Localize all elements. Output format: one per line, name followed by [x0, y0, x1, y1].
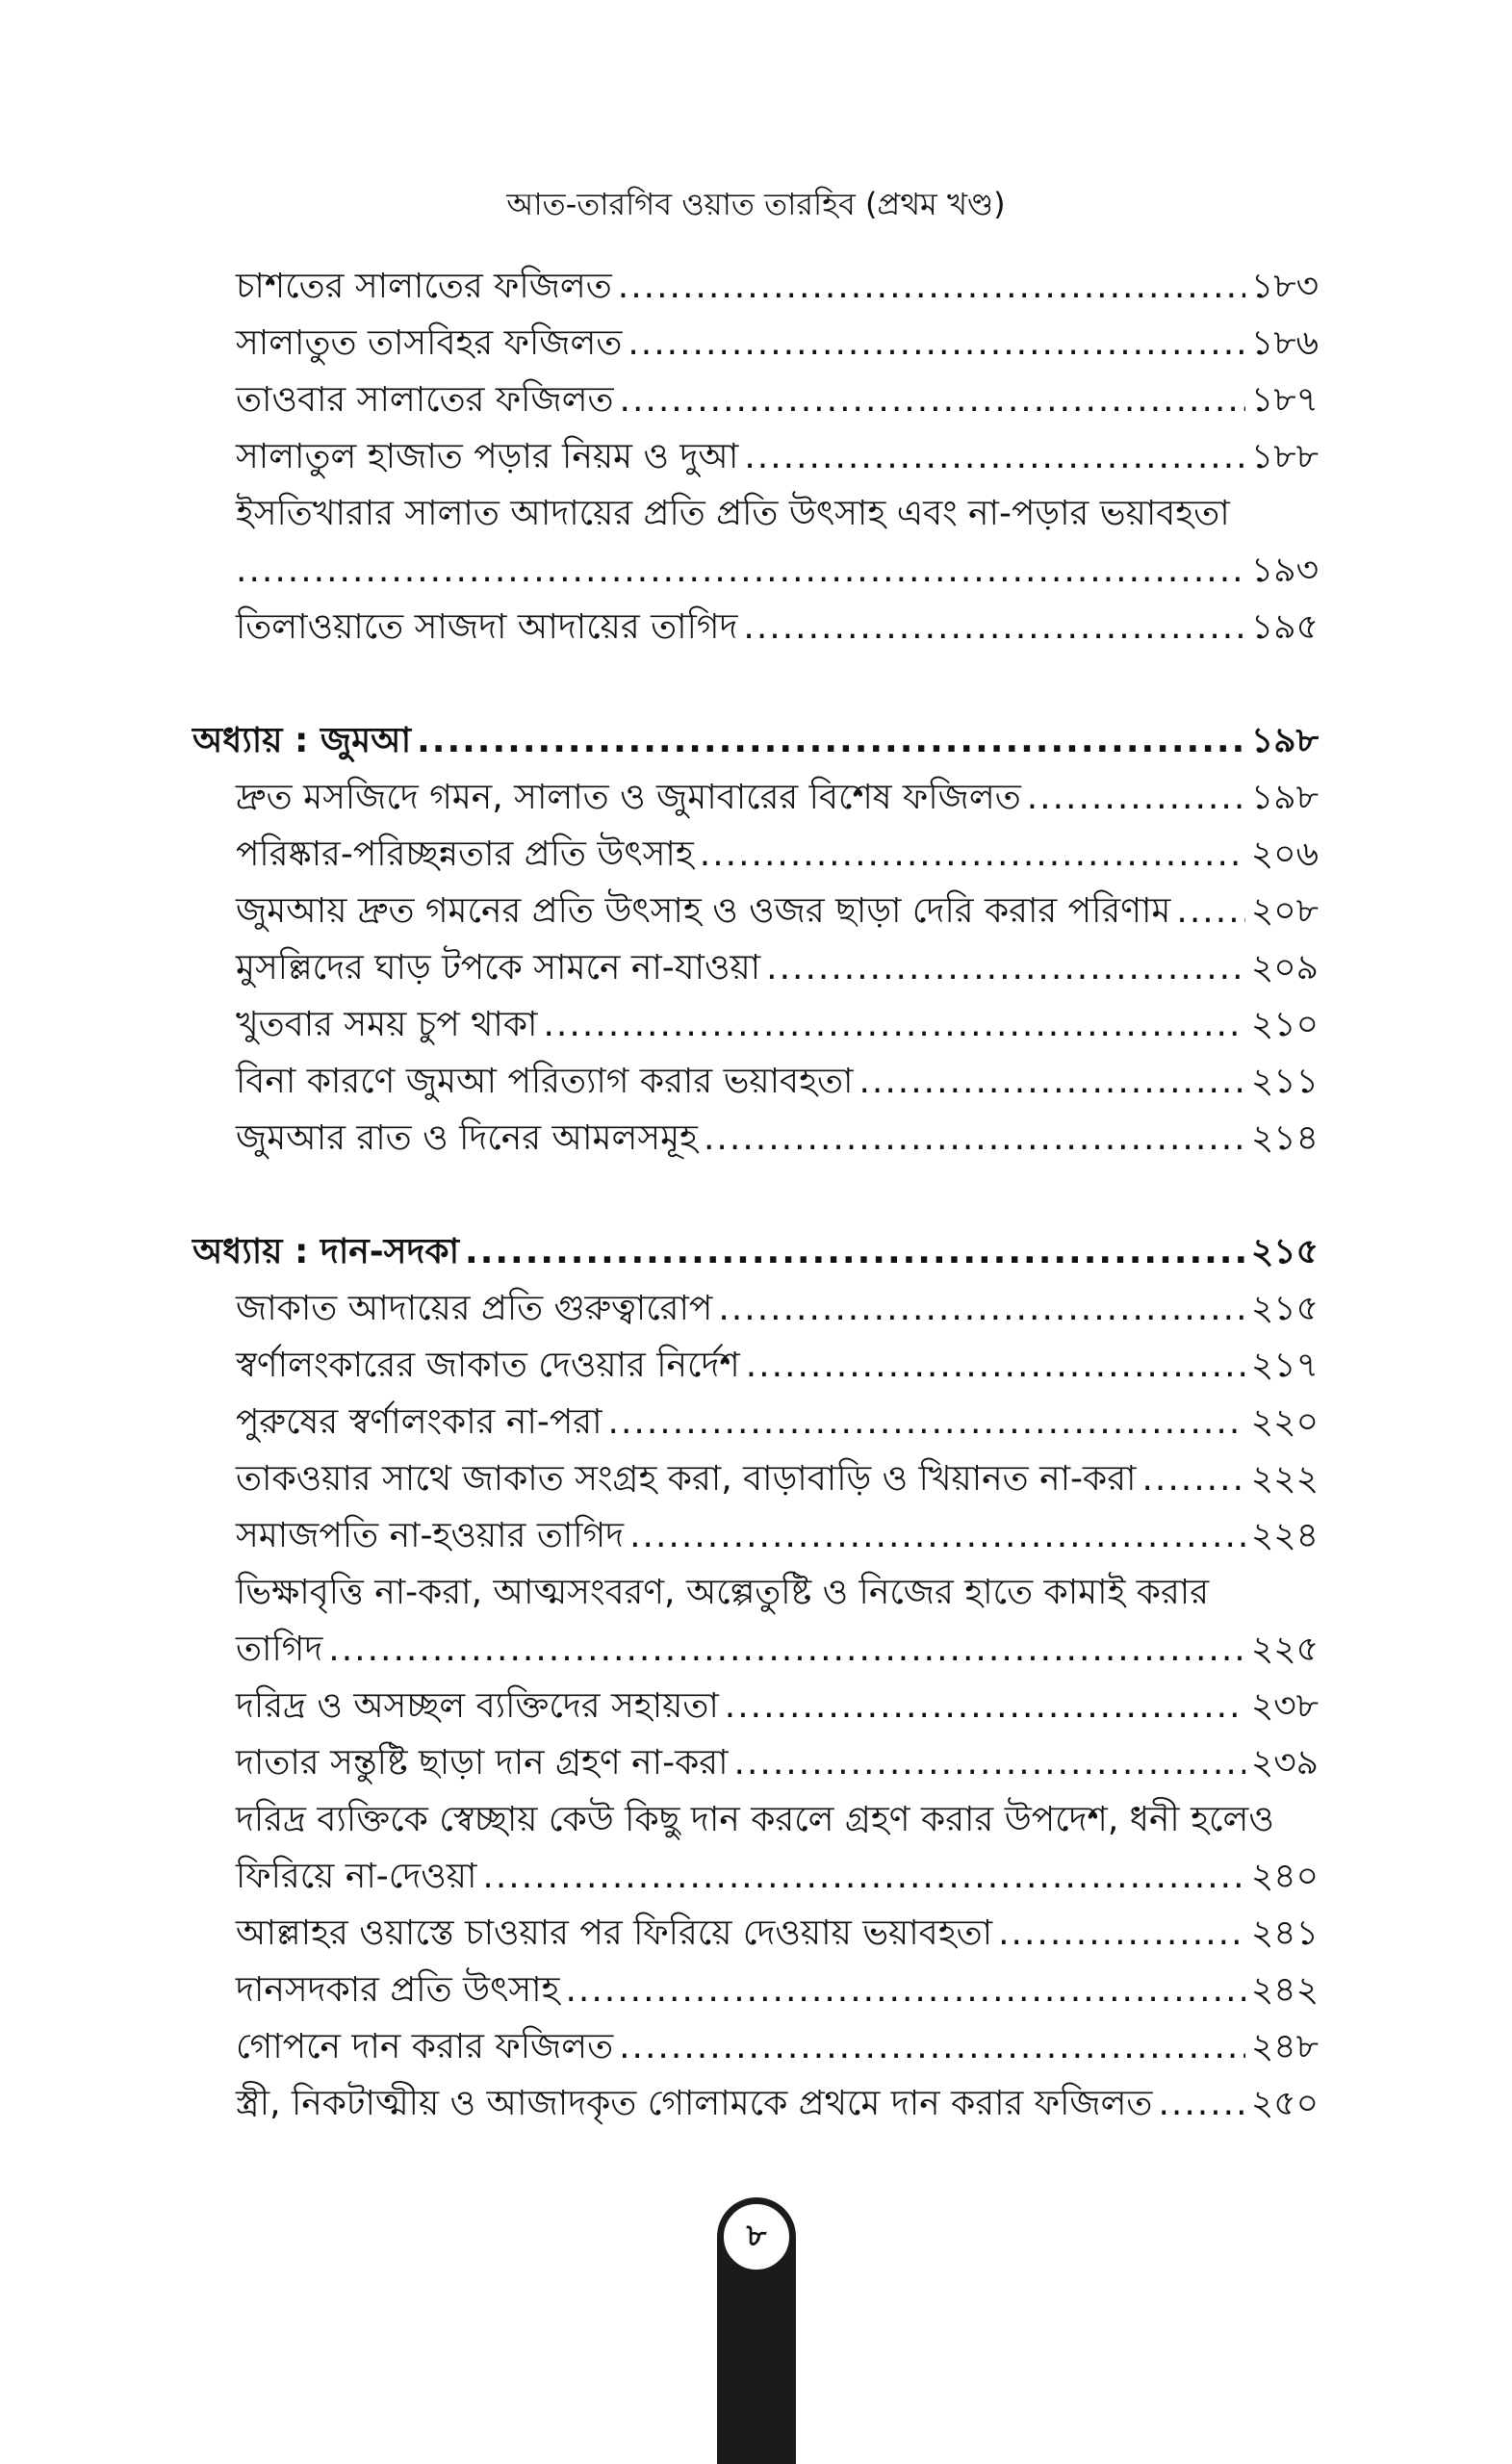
toc-entry: [192, 315, 1319, 372]
toc-entry-continuation: [192, 542, 1319, 599]
toc-entry-page: ২২২: [1250, 1459, 1319, 1499]
toc-entry-page: ১৮৮: [1250, 437, 1319, 476]
toc-entry-title: বিনা কারণে জুমআ পরিত্যাগ করার ভয়াবহতা: [236, 1062, 854, 1101]
leader-dots: [746, 1337, 1245, 1394]
toc-entry-title: জুমআয় দ্রুত গমনের প্রতি উৎসাহ ও ওজর ছাড়া দেরি করার পরিণাম: [236, 891, 1171, 931]
toc-entry: [192, 258, 1319, 315]
toc-entry-page: ১৮৭: [1250, 380, 1319, 420]
toc-entry-page: ২৪০: [1250, 1857, 1319, 1896]
leader-dots: [1027, 769, 1245, 826]
toc-entry: [192, 1507, 1319, 1564]
toc-entry: [192, 1110, 1319, 1167]
toc-entry-page: ২২৫: [1250, 1630, 1319, 1669]
toc-entry-title: তাকওয়ার সাথে জাকাত সংগ্রহ করা, বাড়াবাড়ি ও খিয়ানত না-করা: [236, 1459, 1137, 1499]
toc-entry-page: ২১১: [1250, 1062, 1319, 1101]
toc-entry: [192, 1905, 1319, 1962]
toc-entry-title: স্বর্ণালংকারের জাকাত দেওয়ার নির্দেশ: [236, 1346, 740, 1385]
chapter-heading: [192, 712, 1319, 769]
leader-dots: [608, 1394, 1245, 1450]
toc-entry-title: দরিদ্র ব্যক্তিকে স্বেচ্ছায় কেউ কিছু দান করলে গ্রহণ করার উপদেশ, ধনী হলেও: [236, 1800, 1274, 1839]
leader-dots: [1176, 883, 1244, 939]
toc-entry: [192, 769, 1319, 826]
toc-entry: [192, 1734, 1319, 1791]
toc-entry: [192, 826, 1319, 883]
toc-entry-title: গোপনে দান করার ফজিলত: [236, 2027, 614, 2066]
toc-entry-title-cont: তাগিদ: [236, 1630, 323, 1669]
toc-entry-page: ২০৯: [1250, 948, 1319, 988]
leader-dots: [618, 258, 1245, 315]
leader-dots: [236, 542, 1245, 599]
toc-entry-title: দাতার সন্তুষ্টি ছাড়া দান গ্রহণ না-করা: [236, 1743, 729, 1783]
toc-entry-page: ১৮৩: [1250, 267, 1319, 306]
leader-dots: [619, 2018, 1245, 2075]
leader-dots: [1158, 2075, 1244, 2132]
toc-entry-title: পরিষ্কার-পরিচ্ছন্নতার প্রতি উৎসাহ: [236, 834, 694, 874]
toc-entry-page: ২৪২: [1250, 1970, 1319, 2010]
leader-dots: [482, 1848, 1244, 1905]
toc-entry-page: ১৮৬: [1250, 323, 1319, 363]
leader-dots: [998, 1905, 1245, 1962]
toc-entry-page: ২১০: [1250, 1005, 1319, 1044]
toc-entry-title: মুসল্লিদের ঘাড় টপকে সামনে না-যাওয়া: [236, 948, 761, 988]
toc-entry-title-cont: ফিরিয়ে না-দেওয়া: [236, 1857, 477, 1896]
toc-entry: [192, 1280, 1319, 1337]
leader-dots: [700, 826, 1245, 883]
chapter-title: অধ্যায় : দান-সদকা: [192, 1232, 460, 1271]
toc-entry: [192, 939, 1319, 996]
toc-entry-title: জুমআর রাত ও দিনের আমলসমূহ: [236, 1118, 698, 1158]
toc-entry-title: দানসদকার প্রতি উৎসাহ: [236, 1970, 560, 2010]
leader-dots: [718, 1280, 1245, 1337]
toc-entry: [192, 1394, 1319, 1450]
toc-entry: [192, 1053, 1319, 1110]
toc-entry-page: ২১৫: [1250, 1289, 1319, 1328]
toc-entry-title: তিলাওয়াতে সাজদা আদায়ের তাগিদ: [236, 607, 738, 647]
toc-entry: [192, 1962, 1319, 2018]
toc-entry: [192, 372, 1319, 428]
toc-entry-title: খুতবার সময় চুপ থাকা: [236, 1005, 538, 1044]
toc-entry-title: স্ত্রী, নিকটাত্মীয় ও আজাদকৃত গোলামকে প্রথমে দান করার ফজিলত: [236, 2084, 1153, 2123]
chapter-page: ১৯৮: [1250, 721, 1319, 760]
toc-entry: [192, 1450, 1319, 1507]
toc-entry-continuation: [192, 1848, 1319, 1905]
toc-entry-page: ২৩৯: [1250, 1743, 1319, 1783]
leader-dots: [417, 712, 1245, 769]
toc-entry: [192, 2075, 1319, 2132]
toc-entry-page: ২০৮: [1250, 891, 1319, 931]
leader-dots: [565, 1962, 1244, 2018]
toc-entry-continuation: [192, 1621, 1319, 1678]
toc-entry-page: ২৩৮: [1250, 1686, 1319, 1726]
toc-entry-title: সমাজপতি না-হওয়ার তাগিদ: [236, 1516, 625, 1555]
toc-entry-page: ২০৬: [1250, 834, 1319, 874]
toc-entry-title: আল্লাহর ওয়াস্তে চাওয়ার পর ফিরিয়ে দেওয়ায় ভয়াবহতা: [236, 1913, 993, 1953]
toc-entry-page: ২২৪: [1250, 1516, 1319, 1555]
leader-dots: [629, 1507, 1245, 1564]
leader-dots: [766, 939, 1245, 996]
leader-dots: [465, 1223, 1245, 1280]
toc-entry-page: ১৯৮: [1250, 778, 1319, 817]
toc-entry-page: ২২০: [1250, 1402, 1319, 1442]
toc-entry: [192, 2018, 1319, 2075]
toc-entry: [192, 599, 1319, 655]
toc-entry-title: তাওবার সালাতের ফজিলত: [236, 380, 614, 420]
leader-dots: [704, 1110, 1245, 1167]
leader-dots: [859, 1053, 1244, 1110]
toc-entry-title: পুরুষের স্বর্ণালংকার না-পরা: [236, 1402, 602, 1442]
toc-entry-page: ২১৪: [1250, 1118, 1319, 1158]
leader-dots: [744, 428, 1245, 485]
toc-entry-page: ২৪১: [1250, 1913, 1319, 1953]
toc-entry: [192, 883, 1319, 939]
page-number: ৮: [721, 2201, 792, 2272]
leader-dots: [1141, 1450, 1244, 1507]
leader-dots: [628, 315, 1245, 372]
leader-dots: [734, 1734, 1245, 1791]
leader-dots: [328, 1621, 1245, 1678]
toc-entry-title: ভিক্ষাবৃত্তি না-করা, আত্মসংবরণ, অল্পেতুষ্টি ও নিজের হাতে কামাই করার: [236, 1573, 1209, 1612]
table-of-contents: [192, 258, 1319, 2132]
toc-entry: [192, 996, 1319, 1053]
chapter-heading: [192, 1223, 1319, 1280]
toc-entry: [192, 1678, 1319, 1734]
toc-entry-page: ২৫০: [1250, 2084, 1319, 2123]
toc-entry-title: ইসতিখারার সালাত আদায়ের প্রতি প্রতি উৎসাহ এবং না-পড়ার ভয়াবহতা: [236, 494, 1230, 533]
toc-entry-title: দ্রুত মসজিদে গমন, সালাত ও জুমাবারের বিশেষ ফজিলত: [236, 778, 1021, 817]
toc-entry-page: ১৯৩: [1250, 551, 1319, 590]
toc-entry-title: সালাতুত তাসবিহর ফজিলত: [236, 323, 623, 363]
toc-entry-title: সালাতুল হাজাত পড়ার নিয়ম ও দুআ: [236, 437, 739, 476]
chapter-title: অধ্যায় : জুমআ: [192, 721, 412, 760]
running-header: আত-তারগিব ওয়াত তারহিব (প্রথম খণ্ড): [506, 186, 1006, 222]
leader-dots: [725, 1678, 1245, 1734]
toc-entry-page: ২১৭: [1250, 1346, 1319, 1385]
toc-entry-page: ২৪৮: [1250, 2027, 1319, 2066]
leader-dots: [620, 372, 1245, 428]
toc-entry-title: জাকাত আদায়ের প্রতি গুরুত্বারোপ: [236, 1289, 713, 1328]
toc-entry-title: চাশতের সালাতের ফজিলত: [236, 267, 612, 306]
toc-entry: [192, 428, 1319, 485]
toc-entry: [192, 1337, 1319, 1394]
leader-dots: [743, 599, 1245, 655]
chapter-page: ২১৫: [1250, 1232, 1319, 1271]
leader-dots: [543, 996, 1244, 1053]
toc-entry-page: ১৯৫: [1250, 607, 1319, 647]
toc-entry-title: দরিদ্র ও অসচ্ছল ব্যক্তিদের সহায়তা: [236, 1686, 719, 1726]
